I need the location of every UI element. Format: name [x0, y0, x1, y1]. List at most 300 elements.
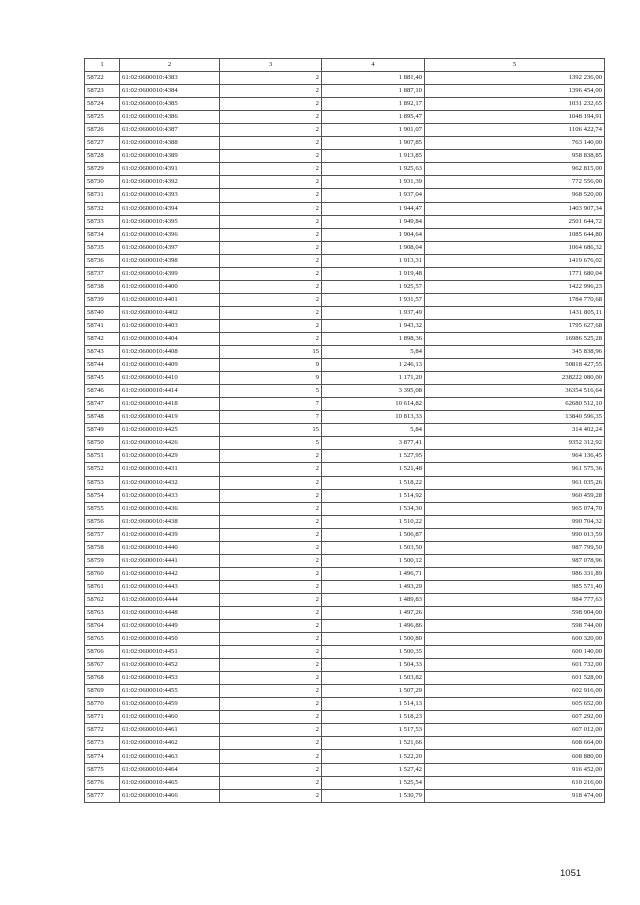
table-row: [85, 685, 605, 698]
table-cell-col-2: 61:02:0600010:4460: [120, 711, 220, 724]
table-row: [85, 450, 605, 463]
table-cell-col-5: 984 777,63: [425, 593, 605, 606]
table-cell-col-2: 61:02:0600010:4449: [120, 620, 220, 633]
table-cell-col-4: 1 496,71: [322, 567, 425, 580]
table-cell-col-5: 961 035,26: [425, 476, 605, 489]
table-cell-col-3: 2: [220, 267, 322, 280]
table-cell-col-4: 1 503,82: [322, 672, 425, 685]
table-cell-col-4: 1 521,48: [322, 463, 425, 476]
table-cell-col-5: 13840 596,35: [425, 411, 605, 424]
table-cell-col-2: 61:02:0600010:4443: [120, 580, 220, 593]
table-cell-col-1: 58752: [85, 463, 120, 476]
table-cell-col-2: 61:02:0600010:4408: [120, 346, 220, 359]
table-row: [85, 385, 605, 398]
table-cell-col-4: 1 522,20: [322, 750, 425, 763]
header-col-5: 5: [425, 59, 605, 72]
table-cell-col-1: 58773: [85, 737, 120, 750]
table-cell-col-2: 61:02:0600010:4387: [120, 124, 220, 137]
table-cell-col-2: 61:02:0600010:4404: [120, 332, 220, 345]
table-cell-col-3: 15: [220, 346, 322, 359]
table-cell-col-3: 2: [220, 85, 322, 98]
table-cell-col-1: 58748: [85, 411, 120, 424]
table-row: [85, 293, 605, 306]
registry-table-container: [84, 58, 604, 803]
table-row: [85, 763, 605, 776]
table-cell-col-1: 58759: [85, 554, 120, 567]
table-cell-col-4: 1 504,33: [322, 659, 425, 672]
table-cell-col-1: 58734: [85, 228, 120, 241]
table-cell-col-4: 1 944,47: [322, 202, 425, 215]
table-cell-col-4: 3 395,08: [322, 385, 425, 398]
table-cell-col-3: 2: [220, 450, 322, 463]
table-cell-col-5: 960 459,28: [425, 489, 605, 502]
table-cell-col-3: 2: [220, 463, 322, 476]
table-cell-col-5: 1392 236,00: [425, 72, 605, 85]
table-cell-col-2: 61:02:0600010:4459: [120, 698, 220, 711]
table-cell-col-4: 1 517,53: [322, 724, 425, 737]
registry-table: [84, 58, 605, 803]
table-cell-col-1: 58749: [85, 424, 120, 437]
table-cell-col-2: 61:02:0600010:4410: [120, 372, 220, 385]
table-cell-col-2: 61:02:0600010:4448: [120, 606, 220, 619]
table-cell-col-2: 61:02:0600010:4444: [120, 593, 220, 606]
table-cell-col-5: 1396 454,00: [425, 85, 605, 98]
table-cell-col-5: 968 520,00: [425, 189, 605, 202]
table-row: [85, 437, 605, 450]
table-cell-col-1: 58757: [85, 528, 120, 541]
table-cell-col-1: 58723: [85, 85, 120, 98]
table-cell-col-5: 918 474,00: [425, 789, 605, 802]
header-col-2: 2: [120, 59, 220, 72]
table-cell-col-1: 58728: [85, 150, 120, 163]
table-row: [85, 789, 605, 802]
table-cell-col-4: 1 898,36: [322, 332, 425, 345]
table-cell-col-5: 1085 644,80: [425, 228, 605, 241]
table-cell-col-5: 605 652,00: [425, 698, 605, 711]
table-cell-col-3: 2: [220, 646, 322, 659]
table-cell-col-3: 2: [220, 606, 322, 619]
table-row: [85, 267, 605, 280]
table-cell-col-2: 61:02:0600010:4433: [120, 489, 220, 502]
table-cell-col-2: 61:02:0600010:4403: [120, 319, 220, 332]
table-cell-col-4: 1 527,95: [322, 450, 425, 463]
table-cell-col-5: 986 331,89: [425, 567, 605, 580]
table-cell-col-4: 1 514,13: [322, 698, 425, 711]
table-cell-col-3: 2: [220, 293, 322, 306]
table-cell-col-3: 2: [220, 202, 322, 215]
table-cell-col-2: 61:02:0600010:4461: [120, 724, 220, 737]
table-cell-col-5: 598 904,00: [425, 606, 605, 619]
table-cell-col-1: 58743: [85, 346, 120, 359]
table-cell-col-4: 1 506,87: [322, 528, 425, 541]
table-cell-col-4: 10 813,33: [322, 411, 425, 424]
table-cell-col-1: 58737: [85, 267, 120, 280]
table-cell-col-3: 2: [220, 633, 322, 646]
table-cell-col-5: 600 320,00: [425, 633, 605, 646]
table-cell-col-3: 2: [220, 124, 322, 137]
table-cell-col-4: 1 901,07: [322, 124, 425, 137]
table-cell-col-3: 2: [220, 319, 322, 332]
table-cell-col-2: 61:02:0600010:4426: [120, 437, 220, 450]
table-cell-col-2: 61:02:0600010:4419: [120, 411, 220, 424]
table-row: [85, 463, 605, 476]
table-cell-col-3: 2: [220, 189, 322, 202]
table-row: [85, 306, 605, 319]
table-cell-col-2: 61:02:0600010:4409: [120, 359, 220, 372]
table-cell-col-3: 2: [220, 672, 322, 685]
table-row: [85, 554, 605, 567]
table-cell-col-4: 1 500,35: [322, 646, 425, 659]
table-cell-col-4: 1 530,79: [322, 789, 425, 802]
table-row: [85, 215, 605, 228]
table-row: [85, 567, 605, 580]
table-cell-col-3: 2: [220, 502, 322, 515]
table-cell-col-5: 763 140,00: [425, 137, 605, 150]
table-cell-col-2: 61:02:0600010:4451: [120, 646, 220, 659]
table-cell-col-4: 1 496,86: [322, 620, 425, 633]
table-row: [85, 163, 605, 176]
table-cell-col-5: 964 136,45: [425, 450, 605, 463]
table-cell-col-5: 965 074,70: [425, 502, 605, 515]
table-cell-col-3: 7: [220, 398, 322, 411]
table-cell-col-4: 3 877,41: [322, 437, 425, 450]
table-row: [85, 98, 605, 111]
table-cell-col-5: 238222 080,00: [425, 372, 605, 385]
table-cell-col-5: 610 216,00: [425, 776, 605, 789]
table-cell-col-1: 58768: [85, 672, 120, 685]
table-cell-col-2: 61:02:0600010:4394: [120, 202, 220, 215]
table-cell-col-5: 962 815,00: [425, 163, 605, 176]
table-cell-col-2: 61:02:0600010:4441: [120, 554, 220, 567]
table-cell-col-3: 2: [220, 228, 322, 241]
table-row: [85, 137, 605, 150]
table-row: [85, 411, 605, 424]
table-cell-col-5: 1403 907,34: [425, 202, 605, 215]
table-cell-col-1: 58726: [85, 124, 120, 137]
table-cell-col-3: 2: [220, 150, 322, 163]
table-cell-col-3: 2: [220, 254, 322, 267]
table-cell-col-5: 1048 194,91: [425, 111, 605, 124]
table-cell-col-1: 58753: [85, 476, 120, 489]
table-cell-col-1: 58762: [85, 593, 120, 606]
table-cell-col-4: 1 913,31: [322, 254, 425, 267]
table-cell-col-2: 61:02:0600010:4462: [120, 737, 220, 750]
table-cell-col-4: 1 521,66: [322, 737, 425, 750]
table-cell-col-1: 58758: [85, 541, 120, 554]
table-cell-col-2: 61:02:0600010:4398: [120, 254, 220, 267]
table-cell-col-1: 58764: [85, 620, 120, 633]
table-cell-col-3: 2: [220, 789, 322, 802]
table-row: [85, 228, 605, 241]
table-row: [85, 659, 605, 672]
table-cell-col-5: 607 012,00: [425, 724, 605, 737]
table-row: [85, 372, 605, 385]
table-cell-col-3: 5: [220, 385, 322, 398]
table-row: [85, 489, 605, 502]
table-cell-col-3: 2: [220, 98, 322, 111]
table-cell-col-1: 58775: [85, 763, 120, 776]
table-cell-col-1: 58746: [85, 385, 120, 398]
table-row: [85, 515, 605, 528]
table-cell-col-1: 58772: [85, 724, 120, 737]
table-cell-col-1: 58769: [85, 685, 120, 698]
table-cell-col-5: 1771 680,04: [425, 267, 605, 280]
table-row: [85, 189, 605, 202]
table-cell-col-1: 58766: [85, 646, 120, 659]
table-cell-col-4: 1 489,83: [322, 593, 425, 606]
table-row: [85, 424, 605, 437]
table-cell-col-4: 1 518,23: [322, 711, 425, 724]
table-cell-col-3: 2: [220, 280, 322, 293]
table-cell-col-3: 2: [220, 724, 322, 737]
table-cell-col-1: 58750: [85, 437, 120, 450]
table-cell-col-5: 601 732,00: [425, 659, 605, 672]
table-cell-col-4: 1 503,50: [322, 541, 425, 554]
table-cell-col-5: 62680 512,10: [425, 398, 605, 411]
table-cell-col-4: 1 892,17: [322, 98, 425, 111]
table-cell-col-4: 1 925,63: [322, 163, 425, 176]
table-cell-col-3: 2: [220, 554, 322, 567]
table-cell-col-3: 2: [220, 137, 322, 150]
table-cell-col-5: 1431 805,11: [425, 306, 605, 319]
table-cell-col-2: 61:02:0600010:4464: [120, 763, 220, 776]
table-cell-col-2: 61:02:0600010:4385: [120, 98, 220, 111]
table-cell-col-4: 1 908,04: [322, 241, 425, 254]
table-cell-col-2: 61:02:0600010:4465: [120, 776, 220, 789]
table-row: [85, 346, 605, 359]
table-row: [85, 593, 605, 606]
table-cell-col-1: 58725: [85, 111, 120, 124]
table-cell-col-2: 61:02:0600010:4439: [120, 528, 220, 541]
table-cell-col-1: 58770: [85, 698, 120, 711]
table-cell-col-3: 2: [220, 163, 322, 176]
table-cell-col-4: 1 493,29: [322, 580, 425, 593]
table-cell-col-3: 2: [220, 306, 322, 319]
table-cell-col-5: 16986 525,28: [425, 332, 605, 345]
table-cell-col-2: 61:02:0600010:4452: [120, 659, 220, 672]
table-cell-col-5: 916 452,00: [425, 763, 605, 776]
table-row: [85, 502, 605, 515]
table-cell-col-3: 2: [220, 111, 322, 124]
table-row: [85, 750, 605, 763]
table-cell-col-3: 2: [220, 659, 322, 672]
table-cell-col-1: 58741: [85, 319, 120, 332]
table-cell-col-1: 58774: [85, 750, 120, 763]
header-col-1: 1: [85, 59, 120, 72]
table-cell-col-3: 2: [220, 176, 322, 189]
table-cell-col-2: 61:02:0600010:4395: [120, 215, 220, 228]
table-row: [85, 724, 605, 737]
table-cell-col-2: 61:02:0600010:4388: [120, 137, 220, 150]
table-cell-col-1: 58765: [85, 633, 120, 646]
table-row: [85, 737, 605, 750]
table-cell-col-4: 5,84: [322, 346, 425, 359]
table-cell-col-4: 1 497,26: [322, 606, 425, 619]
table-row: [85, 620, 605, 633]
table-cell-col-2: 61:02:0600010:4389: [120, 150, 220, 163]
table-row: [85, 319, 605, 332]
table-cell-col-5: 1795 627,68: [425, 319, 605, 332]
table-cell-col-2: 61:02:0600010:4383: [120, 72, 220, 85]
table-cell-col-3: 2: [220, 476, 322, 489]
table-cell-col-2: 61:02:0600010:4442: [120, 567, 220, 580]
table-body: [85, 72, 605, 803]
table-cell-col-1: 58724: [85, 98, 120, 111]
table-cell-col-1: 58738: [85, 280, 120, 293]
table-cell-col-3: 7: [220, 411, 322, 424]
table-cell-col-2: 61:02:0600010:4399: [120, 267, 220, 280]
table-row: [85, 646, 605, 659]
table-cell-col-5: 608 880,00: [425, 750, 605, 763]
table-cell-col-4: 1 919,48: [322, 267, 425, 280]
table-cell-col-3: 2: [220, 737, 322, 750]
table-cell-col-1: 58754: [85, 489, 120, 502]
table-cell-col-1: 58732: [85, 202, 120, 215]
table-row: [85, 150, 605, 163]
table-cell-col-4: 1 881,40: [322, 72, 425, 85]
table-cell-col-3: 2: [220, 528, 322, 541]
table-cell-col-5: 990 013,59: [425, 528, 605, 541]
table-cell-col-2: 61:02:0600010:4418: [120, 398, 220, 411]
table-cell-col-3: 2: [220, 698, 322, 711]
table-row: [85, 124, 605, 137]
table-cell-col-5: 958 838,85: [425, 150, 605, 163]
table-cell-col-4: 1 507,29: [322, 685, 425, 698]
table-cell-col-5: 36354 516,64: [425, 385, 605, 398]
table-cell-col-3: 9: [220, 359, 322, 372]
table-cell-col-1: 58760: [85, 567, 120, 580]
header-row: [85, 59, 605, 72]
table-cell-col-2: 61:02:0600010:4440: [120, 541, 220, 554]
table-cell-col-5: 1419 676,02: [425, 254, 605, 267]
table-cell-col-5: 314 402,24: [425, 424, 605, 437]
table-cell-col-5: 600 140,00: [425, 646, 605, 659]
table-cell-col-3: 2: [220, 711, 322, 724]
table-cell-col-4: 1 913,85: [322, 150, 425, 163]
table-cell-col-4: 1 518,22: [322, 476, 425, 489]
table-cell-col-5: 1064 686,32: [425, 241, 605, 254]
table-cell-col-3: 2: [220, 241, 322, 254]
table-row: [85, 254, 605, 267]
table-row: [85, 698, 605, 711]
table-cell-col-5: 987 078,96: [425, 554, 605, 567]
header-col-3: 3: [220, 59, 322, 72]
table-cell-col-3: 2: [220, 685, 322, 698]
table-cell-col-5: 772 556,00: [425, 176, 605, 189]
table-cell-col-2: 61:02:0600010:4453: [120, 672, 220, 685]
table-cell-col-4: 1 949,84: [322, 215, 425, 228]
table-cell-col-1: 58740: [85, 306, 120, 319]
table-cell-col-5: 987 799,50: [425, 541, 605, 554]
table-cell-col-4: 1 500,12: [322, 554, 425, 567]
table-cell-col-4: 1 943,32: [322, 319, 425, 332]
table-cell-col-3: 2: [220, 489, 322, 502]
table-cell-col-3: 2: [220, 567, 322, 580]
table-cell-col-1: 58735: [85, 241, 120, 254]
table-cell-col-3: 9: [220, 372, 322, 385]
table-cell-col-5: 961 575,36: [425, 463, 605, 476]
table-cell-col-2: 61:02:0600010:4400: [120, 280, 220, 293]
table-cell-col-5: 1422 996,23: [425, 280, 605, 293]
table-cell-col-4: 1 510,22: [322, 515, 425, 528]
table-cell-col-1: 58727: [85, 137, 120, 150]
table-cell-col-4: 1 937,49: [322, 306, 425, 319]
table-cell-col-5: 602 916,00: [425, 685, 605, 698]
table-cell-col-4: 1 514,92: [322, 489, 425, 502]
table-cell-col-1: 58729: [85, 163, 120, 176]
table-cell-col-4: 1 937,04: [322, 189, 425, 202]
table-cell-col-1: 58767: [85, 659, 120, 672]
table-cell-col-3: 2: [220, 332, 322, 345]
table-row: [85, 176, 605, 189]
table-cell-col-5: 985 571,40: [425, 580, 605, 593]
table-cell-col-5: 50818 427,55: [425, 359, 605, 372]
table-cell-col-5: 1031 232,65: [425, 98, 605, 111]
table-cell-col-2: 61:02:0600010:4397: [120, 241, 220, 254]
table-cell-col-5: 990 704,32: [425, 515, 605, 528]
table-cell-col-5: 2501 644,72: [425, 215, 605, 228]
table-cell-col-1: 58763: [85, 606, 120, 619]
table-cell-col-3: 2: [220, 580, 322, 593]
table-cell-col-2: 61:02:0600010:4391: [120, 163, 220, 176]
table-cell-col-2: 61:02:0600010:4463: [120, 750, 220, 763]
table-cell-col-3: 2: [220, 593, 322, 606]
table-row: [85, 580, 605, 593]
table-cell-col-5: 1106 422,74: [425, 124, 605, 137]
table-cell-col-1: 58742: [85, 332, 120, 345]
table-cell-col-1: 58745: [85, 372, 120, 385]
table-cell-col-5: 607 292,00: [425, 711, 605, 724]
table-cell-col-2: 61:02:0600010:4432: [120, 476, 220, 489]
table-row: [85, 280, 605, 293]
table-cell-col-3: 2: [220, 750, 322, 763]
table-cell-col-4: 1 931,39: [322, 176, 425, 189]
table-cell-col-1: 58751: [85, 450, 120, 463]
table-cell-col-4: 1 171,20: [322, 372, 425, 385]
table-row: [85, 359, 605, 372]
table-cell-col-4: 1 534,30: [322, 502, 425, 515]
table-row: [85, 241, 605, 254]
table-cell-col-1: 58755: [85, 502, 120, 515]
table-cell-col-3: 2: [220, 72, 322, 85]
table-cell-col-4: 10 614,82: [322, 398, 425, 411]
table-cell-col-2: 61:02:0600010:4384: [120, 85, 220, 98]
table-cell-col-3: 2: [220, 776, 322, 789]
table-cell-col-4: 5,84: [322, 424, 425, 437]
table-cell-col-3: 15: [220, 424, 322, 437]
table-row: [85, 711, 605, 724]
table-cell-col-4: 1 925,57: [322, 280, 425, 293]
table-cell-col-2: 61:02:0600010:4438: [120, 515, 220, 528]
table-row: [85, 606, 605, 619]
table-cell-col-1: 58733: [85, 215, 120, 228]
table-cell-col-4: 1 527,42: [322, 763, 425, 776]
table-cell-col-1: 58730: [85, 176, 120, 189]
table-row: [85, 202, 605, 215]
table-cell-col-3: 2: [220, 763, 322, 776]
table-row: [85, 528, 605, 541]
table-row: [85, 85, 605, 98]
table-cell-col-2: 61:02:0600010:4402: [120, 306, 220, 319]
header-col-4: 4: [322, 59, 425, 72]
table-cell-col-2: 61:02:0600010:4455: [120, 685, 220, 698]
table-cell-col-1: 58736: [85, 254, 120, 267]
table-row: [85, 398, 605, 411]
table-cell-col-4: 1 500,80: [322, 633, 425, 646]
table-row: [85, 332, 605, 345]
table-cell-col-4: 1 246,13: [322, 359, 425, 372]
table-cell-col-4: 1 895,47: [322, 111, 425, 124]
